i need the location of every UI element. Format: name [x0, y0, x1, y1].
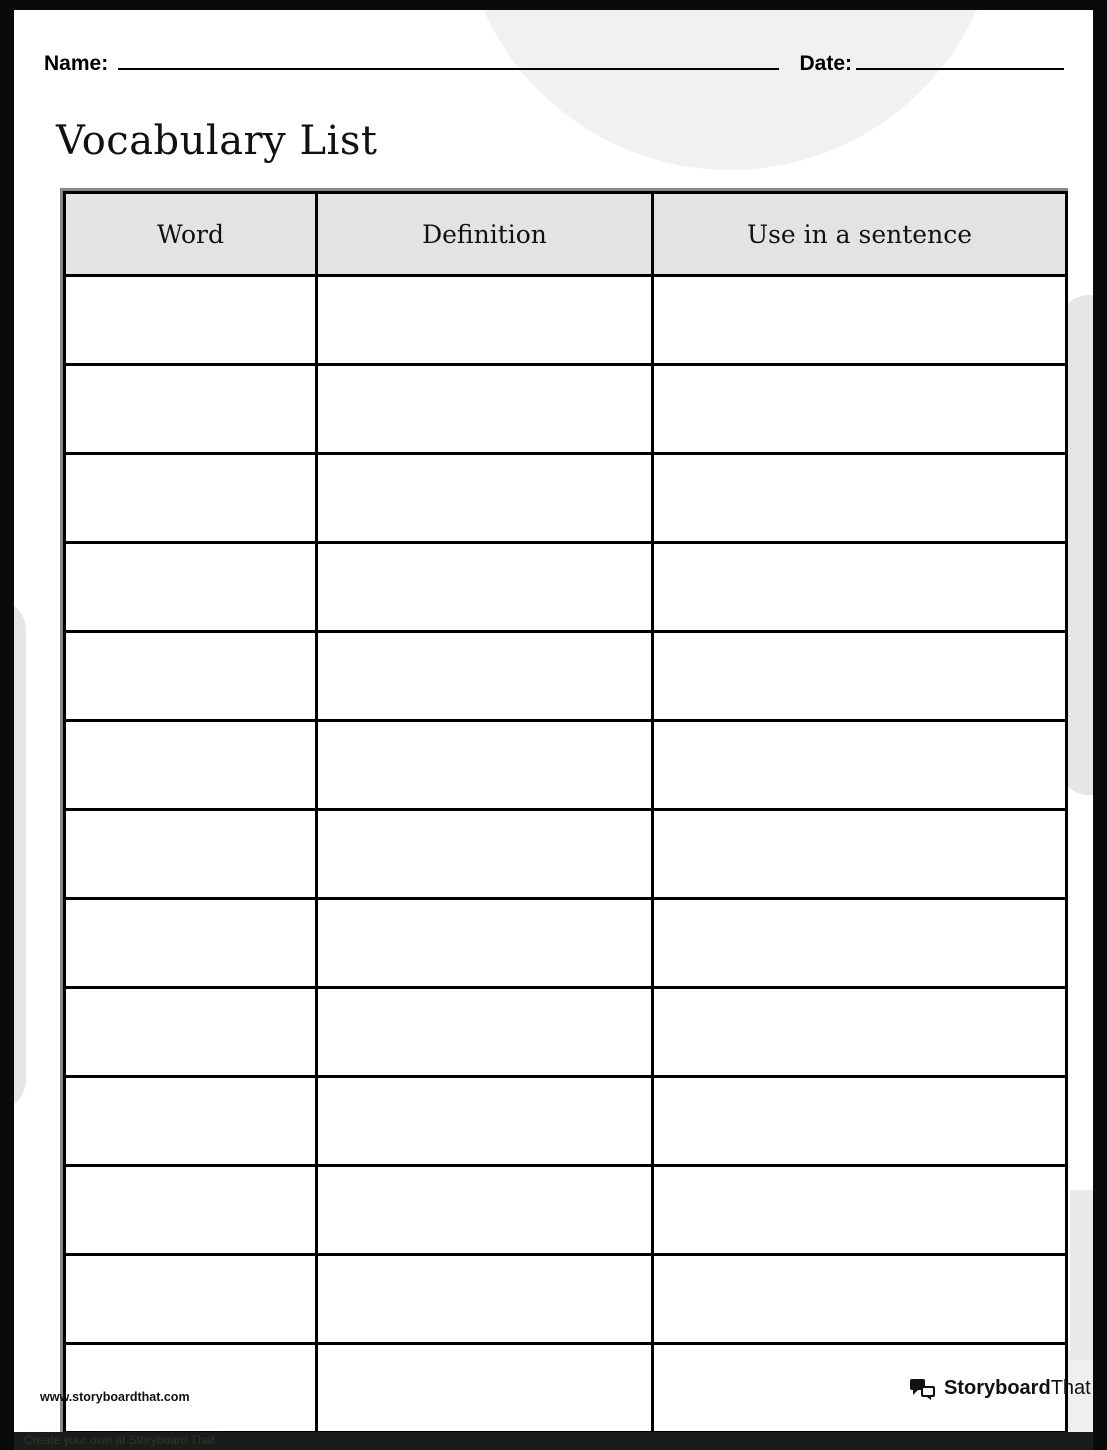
footer-website-url[interactable]: www.storyboardthat.com — [40, 1390, 190, 1404]
cell-definition[interactable] — [317, 543, 653, 632]
cell-word[interactable] — [65, 276, 317, 365]
page-title: Vocabulary List — [56, 118, 378, 164]
brand-name-primary: Storyboard — [944, 1377, 1051, 1399]
bottom-watermark-strip — [14, 1432, 1093, 1450]
decorative-blob-right-lower — [1070, 1190, 1093, 1360]
date-input-line[interactable] — [856, 48, 1064, 70]
storyboardthat-logo[interactable] — [910, 1377, 1091, 1400]
table-row — [65, 1077, 1067, 1166]
cell-sentence[interactable] — [653, 899, 1067, 988]
cell-word[interactable] — [65, 988, 317, 1077]
cell-word[interactable] — [65, 454, 317, 543]
cell-word[interactable] — [65, 899, 317, 988]
worksheet-sheet — [14, 10, 1093, 1440]
vocabulary-table-container — [60, 188, 1068, 1437]
cell-word[interactable] — [65, 543, 317, 632]
decorative-blob-left-middle — [14, 600, 26, 1110]
brand-name-secondary: That — [1050, 1377, 1091, 1399]
bottom-watermark-text: Create your own at Storyboard That — [24, 1433, 215, 1447]
cell-definition[interactable] — [317, 810, 653, 899]
cell-sentence[interactable] — [653, 365, 1067, 454]
table-row — [65, 632, 1067, 721]
cell-definition[interactable] — [317, 1077, 653, 1166]
brand-name — [944, 1377, 1091, 1400]
date-label: Date: — [799, 52, 852, 75]
cell-sentence[interactable] — [653, 543, 1067, 632]
table-row — [65, 721, 1067, 810]
cell-sentence[interactable] — [653, 632, 1067, 721]
cell-word[interactable] — [65, 721, 317, 810]
table-row — [65, 454, 1067, 543]
cell-sentence[interactable] — [653, 988, 1067, 1077]
cell-sentence[interactable] — [653, 721, 1067, 810]
table-row — [65, 276, 1067, 365]
column-header-sentence: Use in a sentence — [653, 193, 1067, 276]
cell-sentence[interactable] — [653, 276, 1067, 365]
cell-word[interactable] — [65, 1344, 317, 1433]
vocabulary-table — [63, 191, 1068, 1434]
cell-definition[interactable] — [317, 988, 653, 1077]
column-header-definition: Definition — [317, 193, 653, 276]
cell-word[interactable] — [65, 1166, 317, 1255]
cell-sentence[interactable] — [653, 810, 1067, 899]
table-row — [65, 988, 1067, 1077]
cell-word[interactable] — [65, 632, 317, 721]
cell-definition[interactable] — [317, 899, 653, 988]
cell-word[interactable] — [65, 1255, 317, 1344]
cell-sentence[interactable] — [653, 1255, 1067, 1344]
table-row — [65, 543, 1067, 632]
cell-word[interactable] — [65, 365, 317, 454]
speech-bubble-icon — [910, 1378, 936, 1400]
cell-sentence[interactable] — [653, 1166, 1067, 1255]
cell-sentence[interactable] — [653, 1077, 1067, 1166]
cell-definition[interactable] — [317, 1166, 653, 1255]
table-row — [65, 899, 1067, 988]
name-label: Name: — [44, 52, 109, 75]
cell-sentence[interactable] — [653, 454, 1067, 543]
cell-definition[interactable] — [317, 276, 653, 365]
cell-word[interactable] — [65, 1077, 317, 1166]
cell-definition[interactable] — [317, 721, 653, 810]
table-row — [65, 1166, 1067, 1255]
name-date-row — [44, 48, 1064, 76]
cell-definition[interactable] — [317, 365, 653, 454]
name-input-line[interactable] — [118, 48, 779, 70]
table-row — [65, 365, 1067, 454]
cell-definition[interactable] — [317, 1255, 653, 1344]
cell-definition[interactable] — [317, 454, 653, 543]
column-header-word: Word — [65, 193, 317, 276]
cell-word[interactable] — [65, 810, 317, 899]
table-row — [65, 1255, 1067, 1344]
table-row — [65, 810, 1067, 899]
cell-definition[interactable] — [317, 1344, 653, 1433]
table-header-row — [65, 193, 1067, 276]
decorative-blob-top — [460, 10, 1000, 170]
cell-definition[interactable] — [317, 632, 653, 721]
